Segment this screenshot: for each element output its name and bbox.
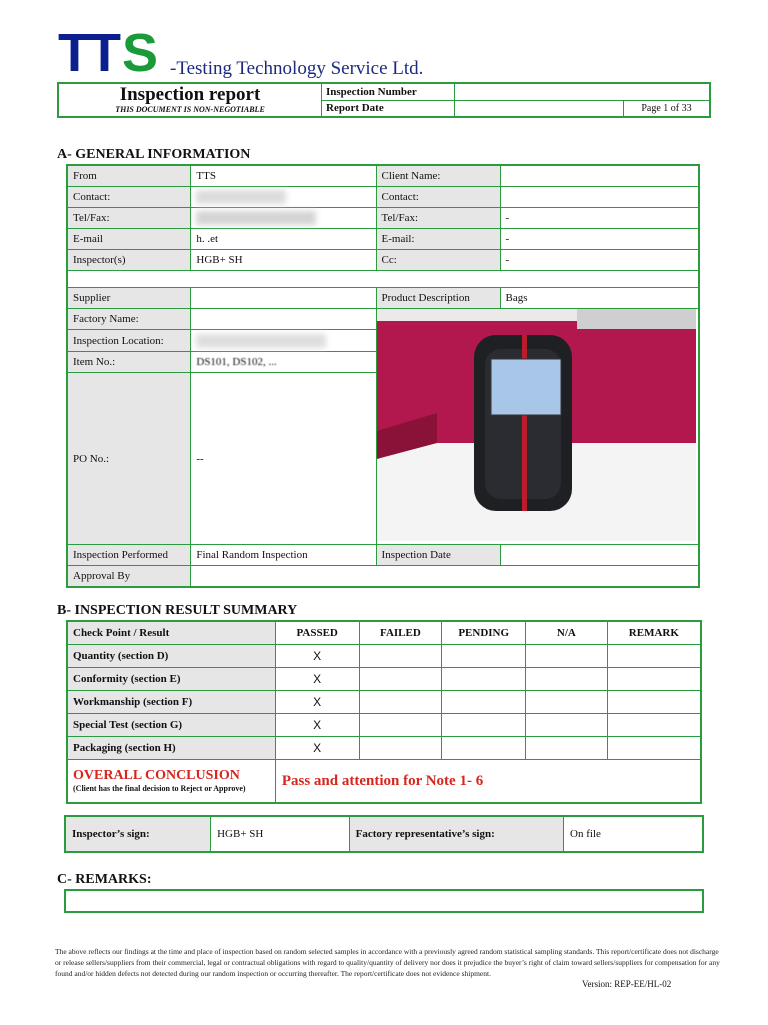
po-value: -- <box>191 373 376 545</box>
passed-mark: X <box>275 691 359 714</box>
summary-table <box>66 620 702 804</box>
client-telfax-label: Tel/Fax: <box>376 208 500 229</box>
inspector-sign-value: HGB+ SH <box>211 816 350 852</box>
item-no-value: DS101, DS102, ... <box>191 351 376 372</box>
col-passed: PASSED <box>275 621 359 645</box>
email-value: h. .et <box>191 229 376 250</box>
report-title: Inspection report <box>119 84 261 105</box>
row-label: Special Test (section G) <box>67 714 275 737</box>
overall-conclusion-label-cell <box>67 760 275 804</box>
product-description-label: Product Description <box>376 288 500 309</box>
inspection-performed-value: Final Random Inspection <box>191 545 376 566</box>
inspection-date-label: Inspection Date <box>376 545 500 566</box>
inspector-sign-label: Inspector’s sign: <box>65 816 211 852</box>
col-pending: PENDING <box>442 621 526 645</box>
logo-s-letter: S <box>121 23 157 83</box>
disclaimer-text: The above reflects our findings at the time and place of inspection based on random selected samples in accordance with a previously agreed random statistical sampling standards. This report/certificate does not discharge or release sellers/suppliers from their commercial, legal or contractual obligations with regard to quality/quantity of delivery nor does it prejudice the buyer’s right of claim toward sellers/suppliers for compensation for any found and/or hidden defects not detected during our random inspection or occurring thereafter. The report/certificate does not evidence shipment. <box>55 947 720 978</box>
general-info-heading: A- GENERAL INFORMATION <box>57 147 251 162</box>
row-label: Workmanship (section F) <box>67 691 275 714</box>
page-number: Page 1 of 33 <box>624 100 711 117</box>
inspection-performed-label: Inspection Performed <box>67 545 191 566</box>
logo-text: TT <box>58 23 118 83</box>
cc-value: - <box>500 250 699 271</box>
row-label: Conformity (section E) <box>67 668 275 691</box>
table-row <box>67 714 701 737</box>
from-value: TTS <box>191 165 376 187</box>
passed-mark: X <box>275 714 359 737</box>
table-row <box>67 645 701 668</box>
sign-table <box>64 815 704 853</box>
client-contact-label: Contact: <box>376 187 500 208</box>
remarks-heading: C- REMARKS: <box>57 872 152 887</box>
passed-mark: X <box>275 737 359 760</box>
telfax-value-redacted <box>191 208 376 229</box>
remarks-box <box>64 889 704 913</box>
inspector-value: HGB+ SH <box>191 250 376 271</box>
factory-name-label: Factory Name: <box>67 309 191 330</box>
cc-label: Cc: <box>376 250 500 271</box>
product-photo <box>377 309 696 541</box>
client-contact-value <box>500 187 699 208</box>
col-na: N/A <box>526 621 608 645</box>
tts-logo <box>58 23 157 83</box>
supplier-label: Supplier <box>67 288 191 309</box>
factory-sign-value: On file <box>564 816 703 852</box>
client-email-value: - <box>500 229 699 250</box>
table-row <box>67 668 701 691</box>
table-row <box>67 737 701 760</box>
email-label: E-mail <box>67 229 191 250</box>
general-info-table <box>66 164 700 588</box>
inspection-number-label: Inspection Number <box>322 83 455 100</box>
contact-value-redacted <box>191 187 376 208</box>
item-no-label: Item No.: <box>67 351 191 372</box>
col-checkpoint: Check Point / Result <box>67 621 275 645</box>
passed-mark: X <box>275 668 359 691</box>
supplier-value <box>191 288 376 309</box>
table-row <box>67 691 701 714</box>
row-label: Quantity (section D) <box>67 645 275 668</box>
report-date-value <box>455 100 624 117</box>
approval-value <box>191 566 699 588</box>
summary-heading: B- INSPECTION RESULT SUMMARY <box>57 603 298 618</box>
inspector-label: Inspector(s) <box>67 250 191 271</box>
approval-label: Approval By <box>67 566 191 588</box>
factory-name-value <box>191 309 376 330</box>
inspection-number-value <box>455 83 711 100</box>
company-name: -Testing Technology Service Ltd. <box>170 58 424 79</box>
col-failed: FAILED <box>359 621 442 645</box>
factory-sign-label: Factory representative’s sign: <box>349 816 563 852</box>
contact-label: Contact: <box>67 187 191 208</box>
spacer-row <box>67 271 699 288</box>
product-description-value: Bags <box>500 288 699 309</box>
report-date-label: Report Date <box>322 100 455 117</box>
po-label: PO No.: <box>67 373 191 545</box>
passed-mark: X <box>275 645 359 668</box>
row-label: Packaging (section H) <box>67 737 275 760</box>
overall-conclusion-label: OVERALL CONCLUSION <box>73 768 240 783</box>
report-subtitle: THIS DOCUMENT IS NON-NEGOTIABLE <box>115 105 265 114</box>
telfax-label: Tel/Fax: <box>67 208 191 229</box>
from-label: From <box>67 165 191 187</box>
overall-conclusion-note: (Client has the final decision to Reject or Approve) <box>73 784 246 793</box>
inspection-location-value-redacted <box>191 330 376 351</box>
col-remark: REMARK <box>607 621 701 645</box>
overall-conclusion-value: Pass and attention for Note 1- 6 <box>275 760 701 804</box>
client-name-label: Client Name: <box>376 165 500 187</box>
client-telfax-value: - <box>500 208 699 229</box>
client-email-label: E-mail: <box>376 229 500 250</box>
inspection-date-value <box>500 545 699 566</box>
report-header <box>57 82 711 118</box>
client-name-value <box>500 165 699 187</box>
product-photo-cell <box>376 309 699 545</box>
version-label: Version: REP-EE/HL-02 <box>582 979 672 989</box>
inspection-location-label: Inspection Location: <box>67 330 191 351</box>
